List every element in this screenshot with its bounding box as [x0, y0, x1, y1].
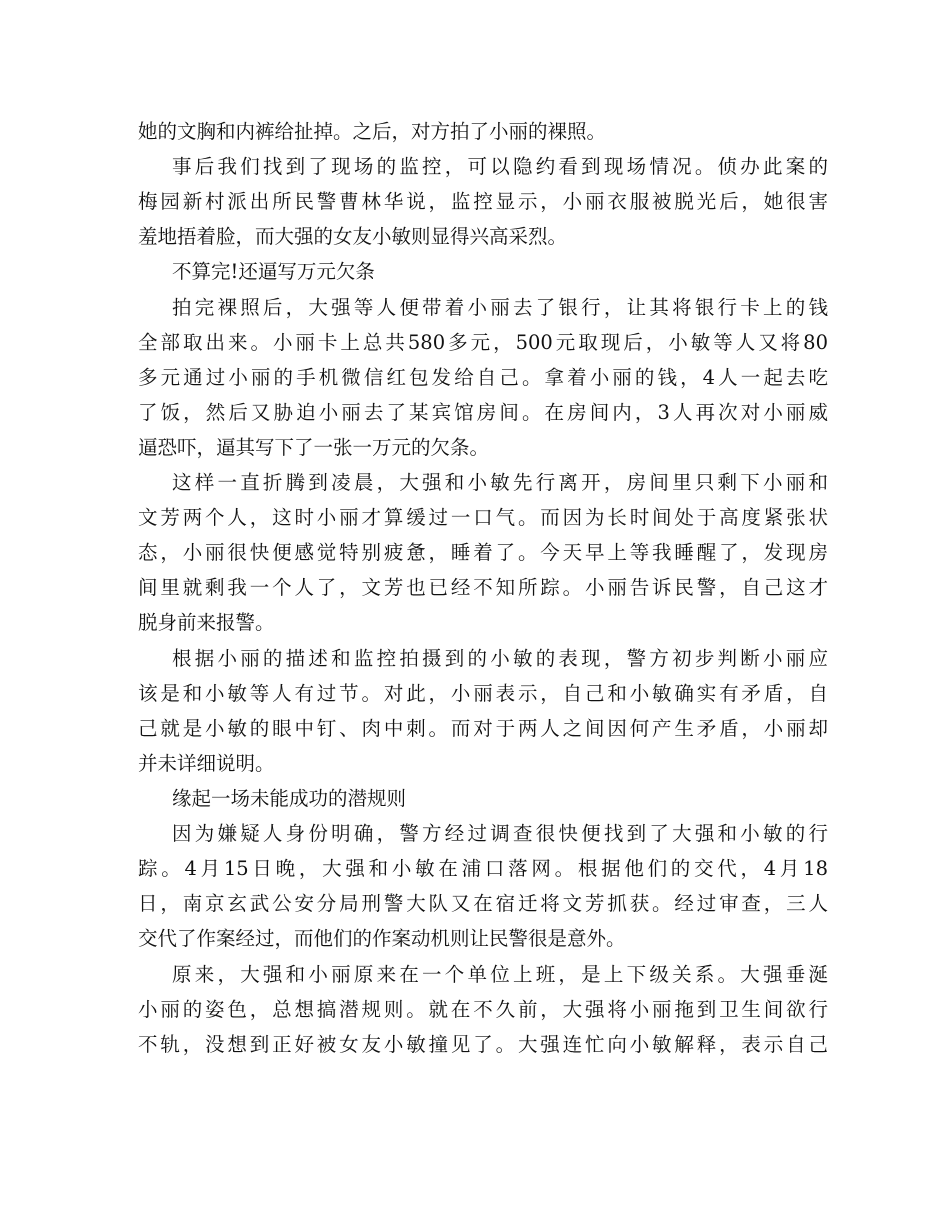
text-line: 原来，大强和小丽原来在一个单位上班，是上下级关系。大强垂涎 — [172, 963, 828, 986]
text-line: 全部取出来。小丽卡上总共580多元，500元取现后，小敏等人又将80 — [138, 331, 828, 354]
text-line: 拍完裸照后，大强等人便带着小丽去了银行，让其将银行卡上的钱 — [172, 296, 828, 319]
section-heading: 缘起一场未能成功的潜规则 — [172, 787, 407, 810]
text-line: 态，小丽很快便感觉特别疲惫，睡着了。今天早上等我睡醒了，发现房 — [138, 541, 828, 564]
text-line: 梅园新村派出所民警曹林华说，监控显示，小丽衣服被脱光后，她很害 — [138, 190, 828, 213]
text-line: 这样一直折腾到凌晨，大强和小敏先行离开，房间里只剩下小丽和 — [172, 471, 828, 494]
text-line: 该是和小敏等人有过节。对此，小丽表示，自己和小敏确实有矛盾，自 — [138, 682, 828, 705]
text-line: 文芳两个人，这时小丽才算缓过一口气。而因为长时间处于高度紧张状 — [138, 506, 828, 529]
text-line: 间里就剩我一个人了，文芳也已经不知所踪。小丽告诉民警，自己这才 — [138, 576, 828, 599]
text-line: 己就是小敏的眼中钉、肉中刺。而对于两人之间因何产生矛盾，小丽却 — [138, 717, 828, 740]
text-line: 脱身前来报警。 — [138, 611, 275, 634]
text-line: 她的文胸和内裤给扯掉。之后，对方拍了小丽的裸照。 — [138, 120, 607, 143]
text-line: 小丽的姿色，总想搞潜规则。就在不久前，大强将小丽拖到卫生间欲行 — [138, 998, 828, 1021]
text-line: 踪。4月15日晚，大强和小敏在浦口落网。根据他们的交代，4月18 — [138, 857, 828, 880]
text-line: 多元通过小丽的手机微信红包发给自己。拿着小丽的钱，4人一起去吃 — [138, 366, 828, 389]
text-line: 日，南京玄武公安分局刑警大队又在宿迁将文芳抓获。经过审查，三人 — [138, 892, 828, 915]
text-line: 因为嫌疑人身份明确，警方经过调查很快便找到了大强和小敏的行 — [172, 822, 828, 845]
text-line: 不轨，没想到正好被女友小敏撞见了。大强连忙向小敏解释，表示自己 — [138, 1033, 828, 1056]
section-heading: 不算完!还逼写万元欠条 — [172, 260, 375, 283]
text-line: 交代了作案经过，而他们的作案动机则让民警很是意外。 — [138, 927, 626, 950]
text-line: 羞地捂着脸，而大强的女友小敏则显得兴高采烈。 — [138, 225, 568, 248]
text-line: 逼恐吓，逼其写下了一张一万元的欠条。 — [138, 436, 490, 459]
text-line: 根据小丽的描述和监控拍摄到的小敏的表现，警方初步判断小丽应 — [172, 647, 828, 670]
text-line: 并未详细说明。 — [138, 752, 275, 775]
text-line: 了饭，然后又胁迫小丽去了某宾馆房间。在房间内，3人再次对小丽威 — [138, 401, 828, 424]
text-line: 事后我们找到了现场的监控，可以隐约看到现场情况。侦办此案的 — [172, 155, 828, 178]
